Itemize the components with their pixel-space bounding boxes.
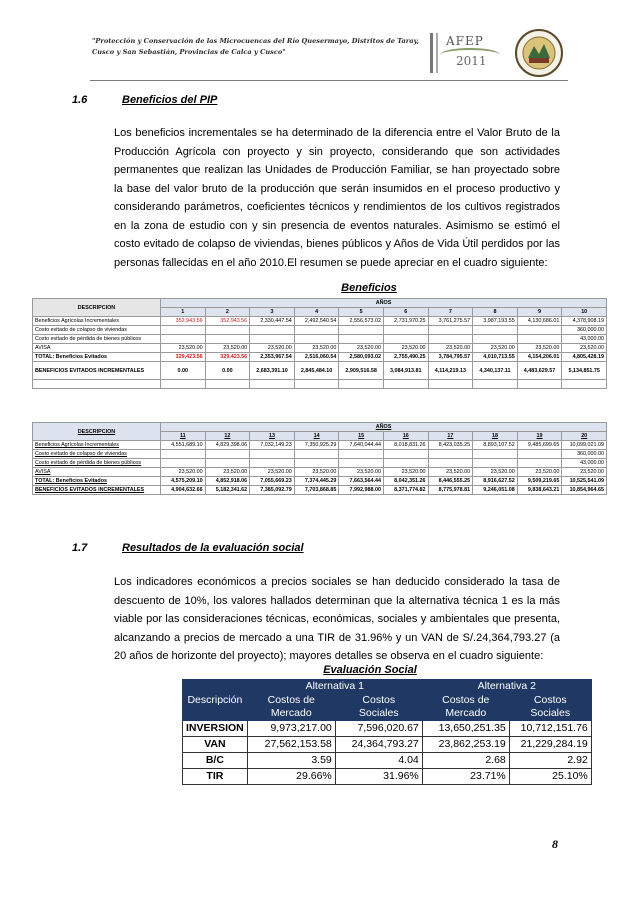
year-header: 14 (294, 432, 339, 441)
table-cell: 3.59 (247, 753, 335, 769)
table-cell: 2,845,484.10 (294, 362, 339, 380)
row-label: Costo evitado de pérdida de bienes públicos (33, 459, 161, 468)
table-cell (428, 459, 473, 468)
table-cell: 23,520.00 (205, 468, 250, 477)
empty-row (33, 380, 607, 389)
table-cell (250, 450, 295, 459)
benefits-caption: Beneficios (341, 282, 397, 294)
description-header: DESCRIPCION (33, 423, 161, 441)
row-label: Costo evitado de colapso de viviendas (33, 450, 161, 459)
row-label: Costo evitado de pérdida de bienes públicos (33, 335, 161, 344)
table-cell: 4,551,689.10 (161, 441, 206, 450)
table-cell: 9,509,219.65 (517, 477, 562, 486)
table-cell: 352,943.56 (205, 317, 250, 326)
table-cell: 23,520.00 (339, 468, 384, 477)
table-cell: 23,520.00 (562, 468, 607, 477)
table-row (33, 450, 607, 459)
row-label: TOTAL: Beneficios Evitados (33, 353, 161, 362)
table-cell: 23,862,253.19 (422, 737, 509, 753)
table-cell: 10,099,021.09 (562, 441, 607, 450)
year-header: 2 (205, 308, 250, 317)
table-cell: 4,010,713.55 (473, 353, 518, 362)
table-cell: 4,575,209.10 (161, 477, 206, 486)
year-header: 13 (250, 432, 295, 441)
table-cell: 10,525,541.09 (562, 477, 607, 486)
afep-logo-word: AFEP (446, 34, 484, 48)
table-cell: 7,055,669.23 (250, 477, 295, 486)
table-row (183, 721, 592, 737)
row-label: BENEFICIOS EVITADOS INCREMENTALES (33, 486, 161, 495)
table-cell: 3,761,275.57 (428, 317, 473, 326)
row-label: Costo evitado de colapso de viviendas (33, 326, 161, 335)
table-cell: 7,640,044.44 (339, 441, 384, 450)
table-row (33, 486, 607, 495)
year-header: 7 (428, 308, 473, 317)
row-label: AVISA (33, 344, 161, 353)
table-cell: 10,854,964.65 (562, 486, 607, 495)
year-header: 9 (517, 308, 562, 317)
table-header-row (33, 299, 607, 308)
table-cell: 7,992,988.00 (339, 486, 384, 495)
table-cell: 43,000.00 (562, 459, 607, 468)
table-cell (517, 326, 562, 335)
table-cell: 23,520.00 (383, 468, 428, 477)
table-row (33, 468, 607, 477)
table-cell: 24,364,793.27 (335, 737, 422, 753)
table-cell: 31.96% (335, 769, 422, 785)
year-header: 18 (473, 432, 518, 441)
year-header: 3 (250, 308, 295, 317)
table-cell: 7,703,868.85 (294, 486, 339, 495)
afep-logo-year: 2011 (456, 54, 487, 68)
table-cell (517, 450, 562, 459)
table-cell (339, 459, 384, 468)
table-header-row (33, 423, 607, 432)
table-cell: 27,562,153.58 (247, 737, 335, 753)
table-cell: 23,520.00 (473, 468, 518, 477)
table-cell: 23,520.00 (294, 344, 339, 353)
table-cell (383, 326, 428, 335)
row-label: INVERSION (183, 721, 248, 737)
table-cell (339, 335, 384, 344)
year-header: 10 (562, 308, 607, 317)
table-cell (250, 326, 295, 335)
table-cell: 352,943.56 (161, 317, 206, 326)
year-header: 11 (161, 432, 206, 441)
year-header: 5 (339, 308, 384, 317)
table-cell (161, 326, 206, 335)
table-cell: 5,134,851.75 (562, 362, 607, 380)
row-label: Beneficios Agrícolas Incrementales (33, 441, 161, 450)
row-label: BENEFICIOS EVITADOS INCREMENTALES (33, 362, 161, 380)
section-17-title: Resultados de la evaluación social (122, 542, 304, 554)
table-cell: 9,485,699.65 (517, 441, 562, 450)
table-cell: 329,423.56 (161, 353, 206, 362)
table-cell (294, 459, 339, 468)
table-cell: 23,520.00 (383, 344, 428, 353)
year-header: 4 (294, 308, 339, 317)
table-row (183, 737, 592, 753)
table-cell: 4,904,632.66 (161, 486, 206, 495)
evaluation-caption: Evaluación Social (323, 664, 417, 676)
row-label: B/C (183, 753, 248, 769)
row-label: AVISA (33, 468, 161, 477)
section-16-number: 1.6 (72, 94, 88, 106)
table-cell (339, 326, 384, 335)
table-cell: 3,987,193.55 (473, 317, 518, 326)
table-cell: 8,018,831.26 (383, 441, 428, 450)
table-cell (383, 450, 428, 459)
year-header: 17 (428, 432, 473, 441)
table-cell: 8,042,351.26 (383, 477, 428, 486)
table-cell: 23,520.00 (428, 344, 473, 353)
section-16-title: Beneficios del PIP (122, 94, 218, 106)
table-cell (205, 459, 250, 468)
table-cell (428, 450, 473, 459)
header-divider (90, 80, 568, 81)
table-cell: 2,516,060.54 (294, 353, 339, 362)
market-cost-header: Costos de Mercado (422, 694, 509, 721)
table-cell: 23,520.00 (161, 344, 206, 353)
table-row (33, 362, 607, 380)
row-label: Beneficios Agrícolas Incrementales (33, 317, 161, 326)
description-header: Descripción (183, 680, 248, 721)
table-cell (161, 450, 206, 459)
table-cell: 0.00 (205, 362, 250, 380)
table-cell: 8,423,035.25 (428, 441, 473, 450)
table-cell: 8,775,978.81 (428, 486, 473, 495)
table-cell (205, 450, 250, 459)
table-cell: 2,731,970.25 (383, 317, 428, 326)
table-cell: 4,805,428.19 (562, 353, 607, 362)
table-cell: 23,520.00 (473, 344, 518, 353)
afep-logo (428, 30, 502, 74)
table-cell: 7,374,445.29 (294, 477, 339, 486)
table-row (183, 769, 592, 785)
year-header: 8 (473, 308, 518, 317)
alternative-2-header: Alternativa 2 (422, 680, 591, 694)
year-header: 12 (205, 432, 250, 441)
table-cell: 4,130,686.01 (517, 317, 562, 326)
table-cell: 4,154,206.01 (517, 353, 562, 362)
table-cell: 7,596,020.67 (335, 721, 422, 737)
table-cell: 2,909,516.58 (339, 362, 384, 380)
table-cell (161, 335, 206, 344)
alternative-1-header: Alternativa 1 (247, 680, 422, 694)
table-cell (428, 326, 473, 335)
table-row (33, 441, 607, 450)
social-evaluation-table (182, 679, 592, 785)
table-cell: 0.00 (161, 362, 206, 380)
table-cell: 23,520.00 (294, 468, 339, 477)
table-row (33, 335, 607, 344)
document-header (92, 36, 422, 58)
table-cell: 4,114,219.13 (428, 362, 473, 380)
year-header: 19 (517, 432, 562, 441)
table-cell (383, 335, 428, 344)
table-cell (428, 335, 473, 344)
table-cell (294, 326, 339, 335)
table-cell: 2,580,093.02 (339, 353, 384, 362)
table-row (33, 353, 607, 362)
table-cell: 2,330,447.54 (250, 317, 295, 326)
table-cell: 23,520.00 (161, 468, 206, 477)
table-cell: 9,973,217.00 (247, 721, 335, 737)
table-cell: 4.04 (335, 753, 422, 769)
table-cell: 3,084,913.81 (383, 362, 428, 380)
table-row (33, 326, 607, 335)
table-cell: 23,520.00 (562, 344, 607, 353)
year-header: 20 (562, 432, 607, 441)
table-cell (205, 335, 250, 344)
table-cell: 8,446,555.25 (428, 477, 473, 486)
table-cell: 23,520.00 (428, 468, 473, 477)
header-line-2: Cusco y San Sebastián, Provincias de Calca y Cusco" (92, 48, 286, 56)
table-cell: 9,838,643.21 (517, 486, 562, 495)
table-cell (294, 450, 339, 459)
table-cell: 2,683,391.10 (250, 362, 295, 380)
table-cell: 7,663,564.44 (339, 477, 384, 486)
table-row (33, 459, 607, 468)
table-cell: 4,378,908.19 (562, 317, 607, 326)
table-cell: 10,712,151.76 (509, 721, 591, 737)
table-cell: 21,229,284.19 (509, 737, 591, 753)
table-cell (161, 459, 206, 468)
year-header: 1 (161, 308, 206, 317)
table-cell: 29.66% (247, 769, 335, 785)
years-header: AÑOS (161, 299, 607, 308)
table-cell: 7,032,149.23 (250, 441, 295, 450)
table-cell (473, 459, 518, 468)
table-cell (517, 459, 562, 468)
section-17-paragraph: Los indicadores económicos a precios sociales se han deducido considerado la tasa de descuento de 10%, los valores hallados determinan que la alternativa técnica 1 es la más viable por las consideraciones técnicas, económicas, sociales y ambientales que presenta, alcanzando a precios de mercado a una TIR de 31.96% y un VAN de S/.24,364,793.27 (a 20 años de horizonte del proyecto); mayores detalles se observa en el cuadro siguiente: (114, 576, 560, 662)
table-cell: 23,520.00 (205, 344, 250, 353)
table-cell: 9,246,051.08 (473, 486, 518, 495)
table-cell: 23.71% (422, 769, 509, 785)
table-cell: 2,556,573.02 (339, 317, 384, 326)
year-header: 16 (383, 432, 428, 441)
table-cell: 360,000.00 (562, 450, 607, 459)
table-cell: 7,385,092.79 (250, 486, 295, 495)
table-cell (473, 326, 518, 335)
table-cell: 13,650,251.35 (422, 721, 509, 737)
table-cell: 23,520.00 (517, 468, 562, 477)
table-cell: 329,423.56 (205, 353, 250, 362)
table-cell: 3,784,795.57 (428, 353, 473, 362)
table-cell: 2,492,540.54 (294, 317, 339, 326)
row-label: TOTAL: Beneficios Evitados (33, 477, 161, 486)
table-cell (339, 450, 384, 459)
table-row (183, 753, 592, 769)
table-cell (517, 335, 562, 344)
table-cell: 25.10% (509, 769, 591, 785)
year-header: 6 (383, 308, 428, 317)
benefits-table-years-11-20 (32, 422, 607, 495)
row-label: VAN (183, 737, 248, 753)
table-cell: 360,000.00 (562, 326, 607, 335)
market-cost-header: Costos de Mercado (247, 694, 335, 721)
table-cell (383, 459, 428, 468)
table-cell: 8,893,107.52 (473, 441, 518, 450)
table-cell (250, 459, 295, 468)
benefits-table-years-1-10 (32, 298, 607, 389)
header-line-1: "Protección y Conservación de las Microcuencas del Río Quesermayo, Distritos de Taray, (92, 37, 420, 45)
table-cell: 4,340,137.11 (473, 362, 518, 380)
page-number: 8 (552, 837, 558, 851)
social-cost-header: Costos Sociales (335, 694, 422, 721)
table-row (33, 344, 607, 353)
table-cell: 23,520.00 (339, 344, 384, 353)
table-cell: 4,829,398.06 (205, 441, 250, 450)
years-header: AÑOS (161, 423, 607, 432)
table-cell: 2.68 (422, 753, 509, 769)
section-16-paragraph: Los beneficios incrementales se ha determinado de la diferencia entre el Valor Bruto de la Producción Agrícola con proyecto y sin proyecto, considerando que son actividades permanentes que realizan las Unidades de Producción Familiar, se han proyectado sobre la base del valor bruto de la producción que serán insumidos en el proceso productivo y considerando parámetros, coeficientes técnicos y rendimientos de los cultivos registrados en la zona de estudio con y sin presencia de eventos naturales. Asimismo se estimó el costo evitado de colapso de viviendas, bienes públicos y Años de Vida Útil perdidos por las personas fallecidas en el año 2010.El resumen se puede apreciar en el cuadro siguiente: (114, 127, 560, 269)
table-cell: 2,755,490.25 (383, 353, 428, 362)
table-cell: 7,350,925.29 (294, 441, 339, 450)
social-cost-header: Costos Sociales (509, 694, 591, 721)
municipal-seal-icon (514, 28, 564, 78)
row-label: TIR (183, 769, 248, 785)
table-row (33, 317, 607, 326)
table-cell (250, 335, 295, 344)
table-cell: 2,353,967.54 (250, 353, 295, 362)
table-header-row (183, 680, 592, 694)
table-cell: 23,520.00 (250, 344, 295, 353)
table-cell: 8,371,774.82 (383, 486, 428, 495)
table-row (33, 477, 607, 486)
table-cell (473, 335, 518, 344)
year-header: 15 (339, 432, 384, 441)
table-cell: 23,520.00 (250, 468, 295, 477)
table-cell (473, 450, 518, 459)
table-cell: 4,483,629.57 (517, 362, 562, 380)
table-cell: 2.92 (509, 753, 591, 769)
table-cell (205, 326, 250, 335)
section-17-number: 1.7 (72, 542, 88, 554)
table-cell: 8,916,627.52 (473, 477, 518, 486)
description-header: DESCRIPCION (33, 299, 161, 317)
table-cell: 4,852,918.06 (205, 477, 250, 486)
table-cell: 23,520.00 (517, 344, 562, 353)
table-cell: 43,000.00 (562, 335, 607, 344)
table-cell: 5,182,341.62 (205, 486, 250, 495)
table-cell (294, 335, 339, 344)
